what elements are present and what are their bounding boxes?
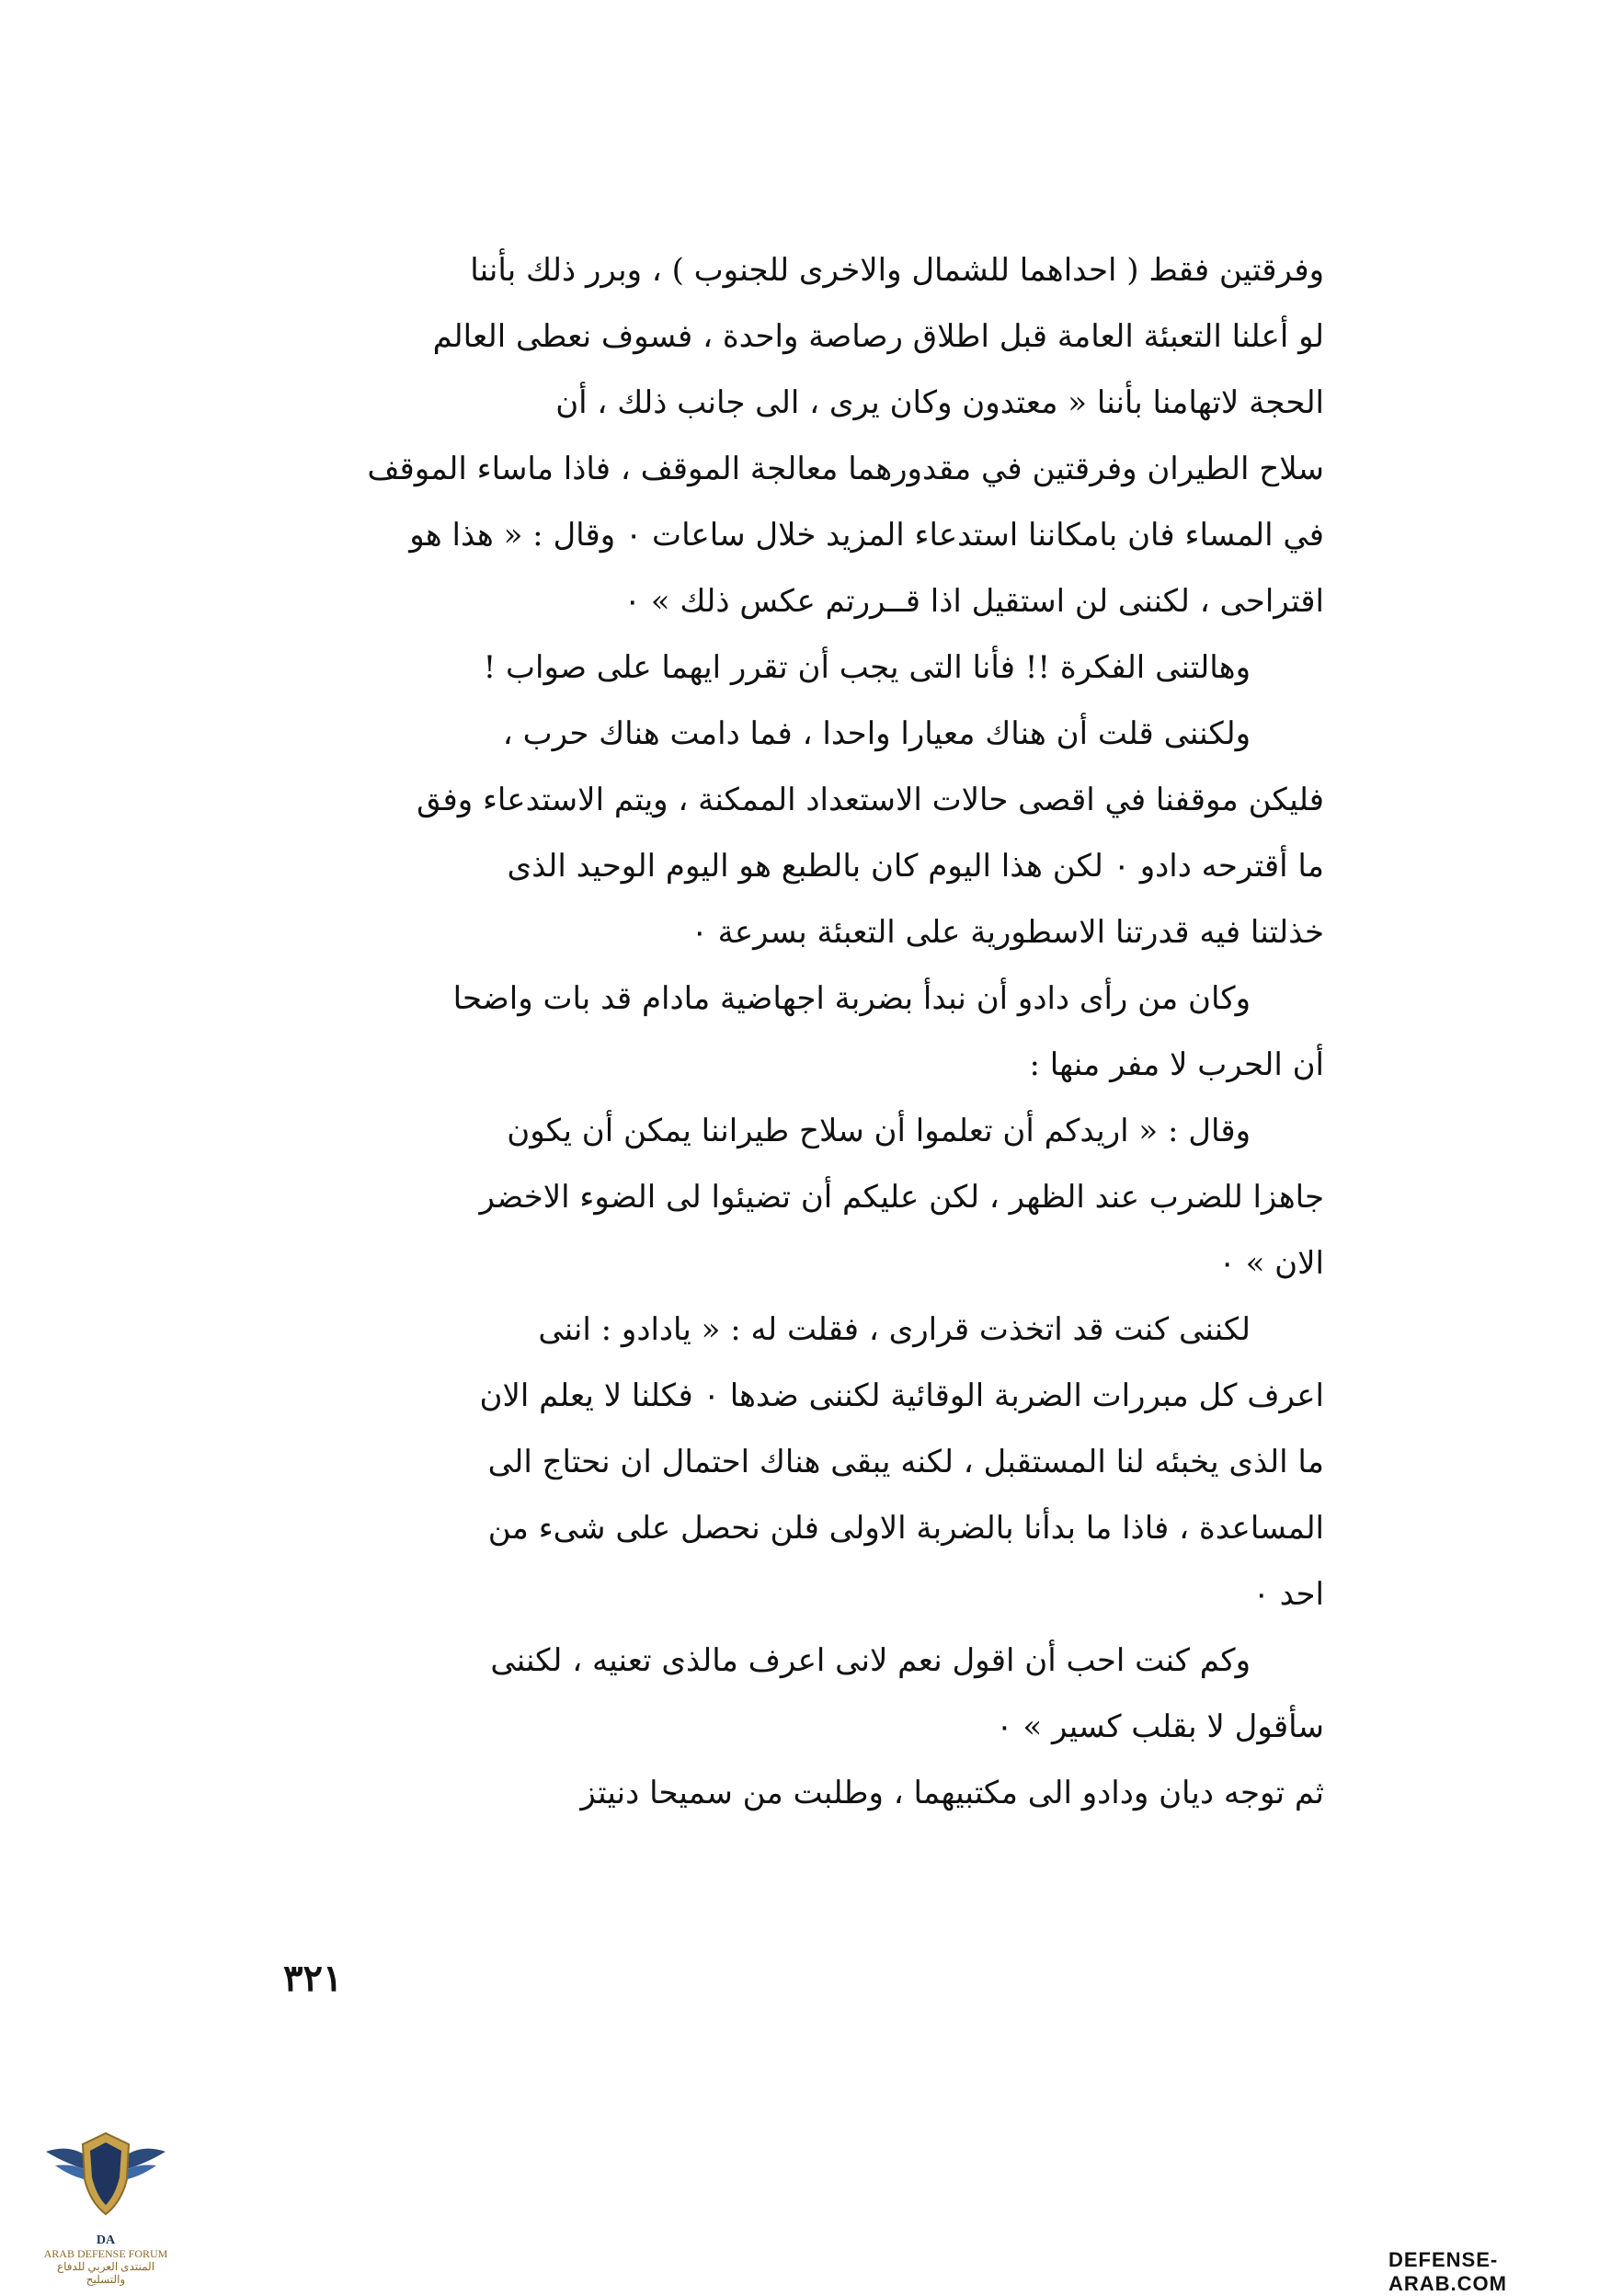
- text-line: ولكننى قلت أن هناك معيارا واحدا ، فما دامت هناك حرب ،: [502, 715, 1251, 752]
- text-line: فليكن موقفنا في اقصى حالات الاستعداد الممكنة ، ويتم الاستدعاء وفق: [417, 782, 1324, 818]
- text-line: ثم توجه ديان ودادو الى مكتبيهما ، وطلبت من سميحا دنيتز: [580, 1775, 1324, 1811]
- text-line: أن الحرب لا مفر منها :: [1029, 1046, 1324, 1083]
- page-number: ٣٢١: [283, 1957, 343, 2000]
- text-line: جاهزا للضرب عند الظهر ، لكن عليكم أن تضيئوا لى الضوء الاخضر: [479, 1179, 1324, 1216]
- text-line: ما أقترحه دادو ٠ لكن هذا اليوم كان بالطبع هو اليوم الوحيد الذى: [507, 848, 1324, 885]
- shield-wings-icon: [37, 2115, 175, 2234]
- text-line: ما الذى يخبئه لنا المستقبل ، لكنه يبقى هناك احتمال ان نحتاج الى: [487, 1444, 1324, 1480]
- logo-monogram: DA: [96, 2233, 116, 2247]
- text-line: سلاح الطيران وفرقتين في مقدورهما معالجة الموقف ، فاذا ماساء الموقف: [367, 451, 1324, 487]
- text-line: في المساء فان بامكاننا استدعاء المزيد خلال ساعات ٠ وقال : « هذا هو: [409, 517, 1324, 554]
- text-line: احد ٠: [1252, 1576, 1324, 1613]
- text-line: الان » ٠: [1218, 1245, 1324, 1282]
- text-line: سأقول لا بقلب كسير » ٠: [996, 1708, 1324, 1745]
- text-line: وكم كنت احب أن اقول نعم لانى اعرف مالذى تعنيه ، لكننى: [490, 1642, 1251, 1679]
- text-line: وهالتنى الفكرة !! فأنا التى يجب أن تقرر ايهما على صواب !: [483, 649, 1251, 686]
- site-watermark: DEFENSE-ARAB.COM: [1388, 2248, 1507, 2295]
- forum-logo-caption: [37, 2234, 175, 2286]
- text-line: لكننى كنت قد اتخذت قرارى ، فقلت له : « يادادو : اننى: [538, 1311, 1251, 1348]
- text-line: اعرف كل مبررات الضربة الوقائية لكننى ضدها ٠ فكلنا لا يعلم الان: [479, 1377, 1324, 1414]
- text-line: لو أعلنا التعبئة العامة قبل اطلاق رصاصة واحدة ، فسوف نعطى العالم: [432, 318, 1324, 355]
- body-text: [267, 237, 1324, 1826]
- text-line: وكان من رأى دادو أن نبدأ بضربة اجهاضية مادام قد بات واضحا: [452, 980, 1251, 1017]
- text-line: الحجة لاتهامنا بأننا « معتدون وكان يرى ، الى جانب ذلك ، أن: [555, 384, 1324, 421]
- text-line: اقتراحى ، لكننى لن استقيل اذا قــررتم عكس ذلك » ٠: [623, 583, 1324, 620]
- text-line: وفرقتين فقط ( احداهما للشمال والاخرى للجنوب ) ، وبرر ذلك بأننا: [470, 252, 1324, 289]
- text-line: خذلتنا فيه قدرتنا الاسطورية على التعبئة بسرعة ٠: [691, 914, 1324, 951]
- logo-name-en: ARAB DEFENSE FORUM: [43, 2247, 168, 2260]
- text-line: المساعدة ، فاذا ما بدأنا بالضربة الاولى فلن نحصل على شىء من: [487, 1510, 1324, 1547]
- logo-name-ar: المنتدى العربي للدفاع والتسليح: [56, 2260, 155, 2286]
- text-line: وقال : « اريدكم أن تعلموا أن سلاح طيراننا يمكن أن يكون: [507, 1113, 1251, 1149]
